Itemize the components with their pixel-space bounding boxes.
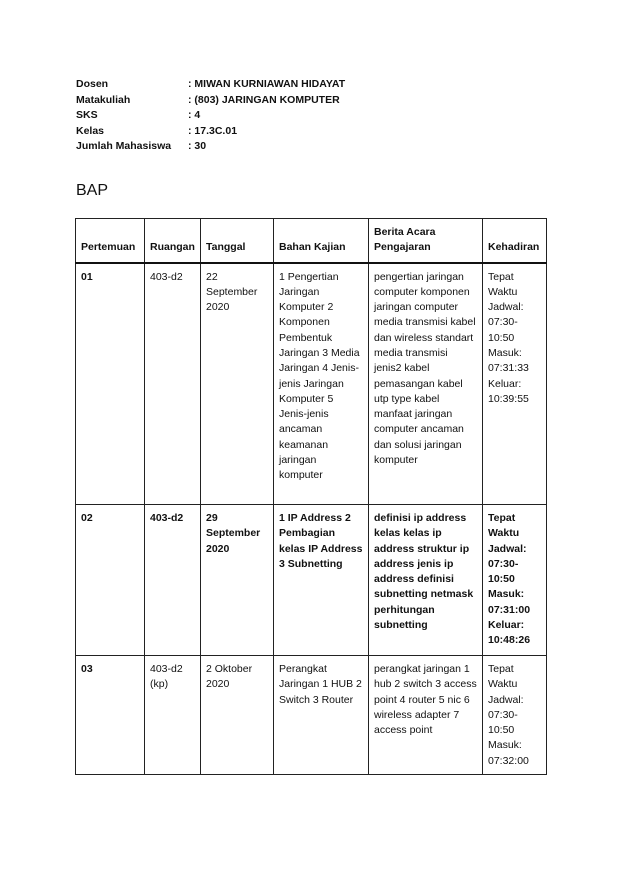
cell-kehadiran: Tepat Waktu Jadwal: 07:30-10:50 Masuk: 07:32:00 bbox=[483, 656, 547, 775]
cell-bahan-kajian: 1 IP Address 2 Pembagian kelas IP Address 3 Subnetting bbox=[274, 505, 369, 656]
info-label: Jumlah Mahasiswa bbox=[76, 140, 172, 152]
header-ruangan: Ruangan bbox=[145, 219, 201, 263]
header-berita-acara: Berita Acara Pengajaran bbox=[369, 219, 483, 263]
info-label: Kelas bbox=[76, 124, 105, 137]
info-row-matakuliah bbox=[76, 93, 345, 109]
header-kehadiran: Kehadiran bbox=[483, 219, 547, 263]
header-bahan-kajian: Bahan Kajian bbox=[274, 219, 369, 263]
info-value: : MIWAN KURNIAWAN HIDAYAT bbox=[188, 78, 346, 90]
header-pertemuan: Pertemuan bbox=[76, 219, 145, 263]
cell-pertemuan: 02 bbox=[76, 505, 145, 656]
cell-ruangan: 403-d2 (kp) bbox=[145, 656, 201, 775]
cell-tanggal: 22 September 2020 bbox=[201, 263, 274, 505]
info-label: Dosen bbox=[76, 78, 109, 90]
table-row bbox=[76, 505, 547, 656]
cell-ruangan: 403-d2 bbox=[145, 505, 201, 656]
cell-berita-acara: pengertian jaringan computer komponen jaringan computer media transmisi kabel dan wireless standart media transmisi jenis2 kabel pemasangan kabel utp type kabel manfaat jaringan computer ancaman dan solusi jaringan komputer bbox=[369, 263, 483, 505]
header-tanggal: Tanggal bbox=[201, 219, 274, 263]
cell-ruangan: 403-d2 bbox=[145, 263, 201, 505]
table-row bbox=[76, 263, 547, 505]
cell-berita-acara: perangkat jaringan 1 hub 2 switch 3 access point 4 router 5 nic 6 wireless adapter 7 access point bbox=[369, 656, 483, 775]
cell-bahan-kajian: Perangkat Jaringan 1 HUB 2 Switch 3 Router bbox=[274, 656, 369, 775]
info-label: Matakuliah bbox=[76, 93, 131, 106]
info-label: SKS bbox=[76, 109, 98, 121]
info-value: : (803) JARINGAN KOMPUTER bbox=[188, 93, 340, 106]
info-value: : 17.3C.01 bbox=[188, 124, 238, 137]
cell-bahan-kajian: 1 Pengertian Jaringan Komputer 2 Komponen Pembentuk Jaringan 3 Media Jaringan 4 Jenis-jenis Jaringan Komputer 5 Jenis-jenis ancaman keamanan jaringan komputer bbox=[274, 263, 369, 505]
bap-table bbox=[75, 218, 547, 775]
info-value: : 4 bbox=[188, 109, 201, 121]
cell-tanggal: 2 Oktober 2020 bbox=[201, 656, 274, 775]
cell-kehadiran: Tepat Waktu Jadwal: 07:30-10:50 Masuk: 07:31:33 Keluar: 10:39:55 bbox=[483, 263, 547, 505]
info-row-sks bbox=[76, 108, 345, 124]
info-row-kelas bbox=[76, 124, 345, 140]
cell-pertemuan: 01 bbox=[76, 263, 145, 505]
info-value: : 30 bbox=[188, 140, 207, 152]
section-title: BAP bbox=[76, 182, 109, 199]
cell-pertemuan: 03 bbox=[76, 656, 145, 775]
info-row-jumlah-mahasiswa bbox=[76, 139, 345, 155]
cell-berita-acara: definisi ip address kelas kelas ip address struktur ip address jenis ip address definisi subnetting netmask perhitungan subnetting bbox=[369, 505, 483, 656]
cell-kehadiran: Tepat Waktu Jadwal: 07:30-10:50 Masuk: 07:31:00 Keluar: 10:48:26 bbox=[483, 505, 547, 656]
table-header-row bbox=[76, 219, 547, 263]
course-info bbox=[76, 77, 345, 155]
info-row-dosen bbox=[76, 77, 345, 93]
cell-tanggal: 29 September 2020 bbox=[201, 505, 274, 656]
table-row bbox=[76, 656, 547, 775]
